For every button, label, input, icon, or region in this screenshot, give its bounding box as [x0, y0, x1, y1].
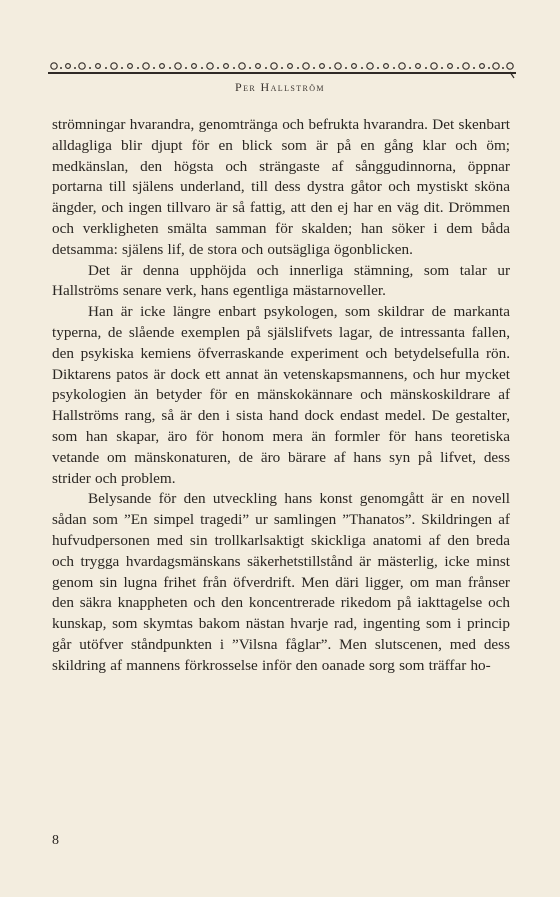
running-head	[0, 80, 560, 95]
ornament-border-icon	[48, 60, 516, 80]
paragraph-2: Det är denna upphöjda och innerliga stämning, som talar ur Hallströms senare verk, hans egentliga mästarnoveller.	[52, 261, 510, 300]
paragraph-3: Han är icke längre enbart psykologen, som skildrar de markanta typerna, de slående exemplen på själslifvets lagar, de intressanta fallen, den psykiska kemiens öfverraskande experiment och betydelsefulla rön. Diktarens patos är dock ett annat än vetenskapsmannens, och hur mycket psykologien än betyder för en mänskokännare och mänskoskildrare af Hallströms rang, så är den i sista hand dock endast medel. De gestalter, som han skapar, äro för honom mera än formler för hans teoretiska vetande om mänskonaturen, de äro bärare af hans syn på lifvet, dess strider och problem.	[52, 303, 510, 487]
paragraph-1: strömningar hvarandra, genomtränga och befrukta hvarandra. Det skenbart alldagliga blir djupt för en blick som är på en gång klar och öm; medkänslan, den högsta och strängaste af sånggudinnorna, öppnar portarna till själens underland, till dess dystra gåtor och mystiskt sköna ängder, och ingen tillvaro är så fattig, att den ej har en väg dit. Drömmen och verkligheten smälta samman för skalden; han söker i dem båda detsamma: själens lif, de stora och outsägliga ögonblicken.	[52, 116, 510, 258]
paragraph-4: Belysande för den utveckling hans konst genomgått är en novell sådan som ”En simpel tragedi” ur samlingen ”Thanatos”. Skildringen af hufvudpersonen med sin trollkarlsaktigt skickliga anatomi af den breda och trygga hvardagsmänskans säkerhetstillstånd är mästerlig, icke minst genom sin lugna frihet från öfverdrift. Men däri ligger, om man frånser den säkra knappheten och den koncentrerade rikedom på iakttagelse och kunskap, som skymtas bakom nästan hvarje rad, ingenting som i princip går utöfver ståndpunkten i ”Vilsna fåglar”. Men slutscenen, med dess skildring af mannens förkrosselse inför den oanade sorg som träffar ho-	[52, 490, 510, 674]
page-number: 8	[52, 833, 59, 848]
running-head-text: Per Hallström	[235, 80, 325, 94]
body-text	[52, 115, 510, 677]
